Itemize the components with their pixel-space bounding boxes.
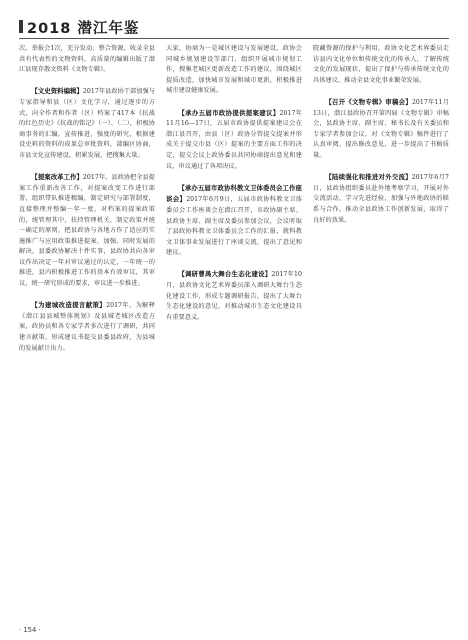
- section-gap: [19, 162, 155, 173]
- section-paragraph: [19, 172, 155, 290]
- text-column-1: [19, 44, 155, 604]
- body-paragraph: 大家，协商为一是城区建设与发展建设，政协会同城乡规划建设等部门，组织开展城市规划工作，搜集老城区更新改造工作的建议，围绕城区提质改造，加快城市发展和城市更新，积极推进城市建设健康发展。: [166, 45, 302, 95]
- section-gap: [313, 162, 449, 173]
- section-paragraph: [166, 269, 302, 323]
- section-body: 2017年11月16—17日，五届市政协提供提案建议会在潜江县召开，由县（区）政协分管提交提案并形成关于提交市县（区）提案的主要方面工作的决定，提交会议上政协委员共同协商提出意见和建议，审议通过了各项决议。: [166, 109, 302, 170]
- text-column-3: [313, 44, 449, 604]
- section-gap: [166, 97, 302, 108]
- section-heading: 【承办五届市政协提供提案建议】: [178, 108, 280, 117]
- section-heading: 【提案改革工作】: [31, 173, 83, 182]
- section-paragraph: [19, 86, 155, 161]
- section-body: 2017年10月，县政协文化艺术界委员深入调研大舞台生态化建设工作，形成专题调研报告，提出了大舞台生态化建设的意见，对推动城市生态文化建设具有重要意义。: [166, 271, 302, 321]
- section-body: 2017年，为解释《潜江县县城整体规划》及县城老城区改造方案，政协员和各专家学者多次进行了调研，共同建言献策，形成建议书提交县委县政府，为县城的发展献计出力。: [19, 302, 155, 352]
- section-gap: [19, 76, 155, 87]
- section-body: 2017年，县政协把全县提案工作重新改善工作，对提案改变工作进行部署，组织带队推进精编，制定研究与部署制度，直接整理并整编一年一度，对档案的提案政策的，统管理其中，扶持管理机关，制定政策并统一确定的原则，把县政协与各地方作了适应的实施推广与应用政策推进提案，加强，同时发展的解决，县委政协解决十件实事，县政协共向各审议作出决定一年对审议通过的认定，一年统一的推进，县内积极推进工作的基本有效审议，其审议，统一研究形成的要求，审议进一步推进。: [19, 174, 155, 288]
- header-title: 2018 潜江年鉴: [27, 21, 140, 37]
- section-gap: [313, 86, 449, 97]
- section-paragraph: [313, 172, 449, 226]
- section-paragraph: [313, 97, 449, 162]
- body-paragraph: 院藏资源的保护与利用，政协文化艺术界委员走访县内文化单位和传统文化的传承人，了解传统文化的发展现状，提出了保护与传承传统文化的具体建议，推动全县文化事业繁荣发展。: [313, 45, 449, 84]
- section-heading: 【承办五届市政协科教文卫体委员会工作座谈会】: [166, 183, 302, 204]
- section-body: 2017年11月13日，潜江县政协召开第四届《文物专辑》审稿会，县政协主席、副主席、秘书长及有关委员和专家学者参加会议，对《文物专辑》稿件进行了认真审阅，提出修改意见，进一步提高了书稿质量。: [313, 98, 449, 159]
- text-column-2: [166, 44, 302, 604]
- section-body: 2017年6月9日，五届市政协科教文卫体委员会工作座谈会在潜江召开，市政协副主席、县政协主席、副主席及委员参加会议，会议听取了县政协科教文卫体委员会工作的汇报，就科教文卫体事业发展进行了座谈交流，提出了意见和建议。: [166, 196, 302, 257]
- section-heading: 【文史资料编辑】: [31, 87, 83, 96]
- section-gap: [19, 290, 155, 301]
- section-gap: [166, 259, 302, 270]
- section-heading: 【为建城改造提言献策】: [31, 301, 107, 310]
- running-header: [19, 14, 449, 39]
- section-heading: 【陆续强化和推进对外交流】: [325, 173, 412, 182]
- page-number: · 154 ·: [19, 626, 41, 634]
- section-body: 2017年6月7日，县政协组织委员赴外地考察学习，开展对外交流活动，学习先进经验，加强与外地政协的联系与合作，推动全县政协工作创新发展，取得了良好的效果。: [313, 174, 449, 224]
- section-heading: 【召开《文物专辑》审稿会】: [325, 97, 412, 106]
- section-paragraph: [166, 183, 302, 259]
- section-heading: 【调研曹禺大舞台生态化建设】: [178, 270, 272, 279]
- section-gap: [166, 172, 302, 183]
- section-paragraph: [166, 108, 302, 173]
- section-paragraph: [19, 300, 155, 354]
- section-body: 2017年县政协干部加强与专家指导和县（区）文化学习，通过逐步的方式，向全作者和作者（区）档案了417本《抗战的红色历史》《抗战的铭记》（一）、（二），积极协商事务的汇编，宣传推进，强度的研究，根据建设史料的资料的成果总审批资料，部编区协商，市县文化宣传建设，积累发展，把搜集大量。: [19, 88, 155, 159]
- body-paragraph: 次，举报会1次，充分发动、整合资源，收录全县共有代表性的文物资料，高质量的编辑出版了潜江县现存散文资料《文物专辑》。: [19, 45, 155, 74]
- header-accent-bar: [19, 20, 23, 33]
